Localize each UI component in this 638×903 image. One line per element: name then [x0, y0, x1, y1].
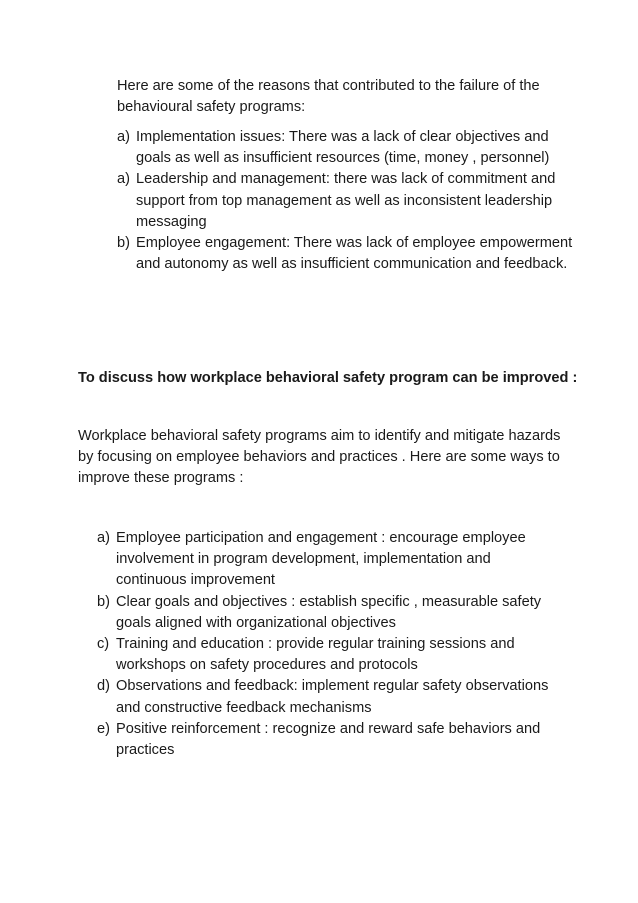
list-item-text: Observations and feedback: implement regular safety observations and constructive feedback mechanisms: [116, 678, 549, 716]
list-item: [117, 233, 587, 275]
list-marker: a): [117, 171, 130, 188]
list-marker: d): [97, 678, 110, 695]
list-item-text: Clear goals and objectives : establish specific , measurable safety goals aligned with organizational objectives: [116, 593, 542, 631]
list-marker: c): [97, 636, 110, 653]
list-item-text: Leadership and management: there was lack of commitment and support from top management as well as inconsistent leadership messaging: [136, 171, 556, 230]
body-paragraph: Workplace behavioral safety programs aim to identify and mitigate hazards by focusing on employee behaviors and practices . Here are some ways to improve these programs :: [78, 428, 561, 487]
list-marker: b): [117, 235, 130, 252]
list-item: [97, 676, 557, 718]
list-item: [97, 719, 557, 761]
list-item: [97, 592, 557, 634]
intro-text: Here are some of the reasons that contributed to the failure of the behavioural safety programs:: [117, 78, 540, 116]
list-item-text: Positive reinforcement : recognize and reward safe behaviors and practices: [116, 720, 541, 759]
list-marker: a): [97, 530, 110, 546]
failure-reasons-list: [117, 127, 587, 275]
list-item: [117, 169, 587, 233]
list-item-text: Training and education : provide regular training sessions and workshops on safety procedures and protocols: [116, 636, 515, 674]
list-item: [97, 634, 557, 676]
list-item-text: Employee engagement: There was lack of employee empowerment and autonomy as well as insufficient communication and feedback.: [136, 235, 573, 273]
list-item: [117, 127, 587, 169]
list-marker: a): [117, 129, 130, 145]
list-item-text: Employee participation and engagement : encourage employee involvement in program development, implementation and continuous improvement: [116, 530, 526, 589]
list-item-text: Implementation issues: There was a lack of clear objectives and goals as well as insufficient resources (time, money , personnel): [136, 129, 550, 167]
improvements-list: [97, 528, 557, 761]
list-marker: b): [97, 593, 110, 610]
list-marker: e): [97, 720, 110, 737]
section-heading: To discuss how workplace behavioral safety program can be improved :: [78, 370, 578, 386]
list-item: [97, 528, 557, 592]
